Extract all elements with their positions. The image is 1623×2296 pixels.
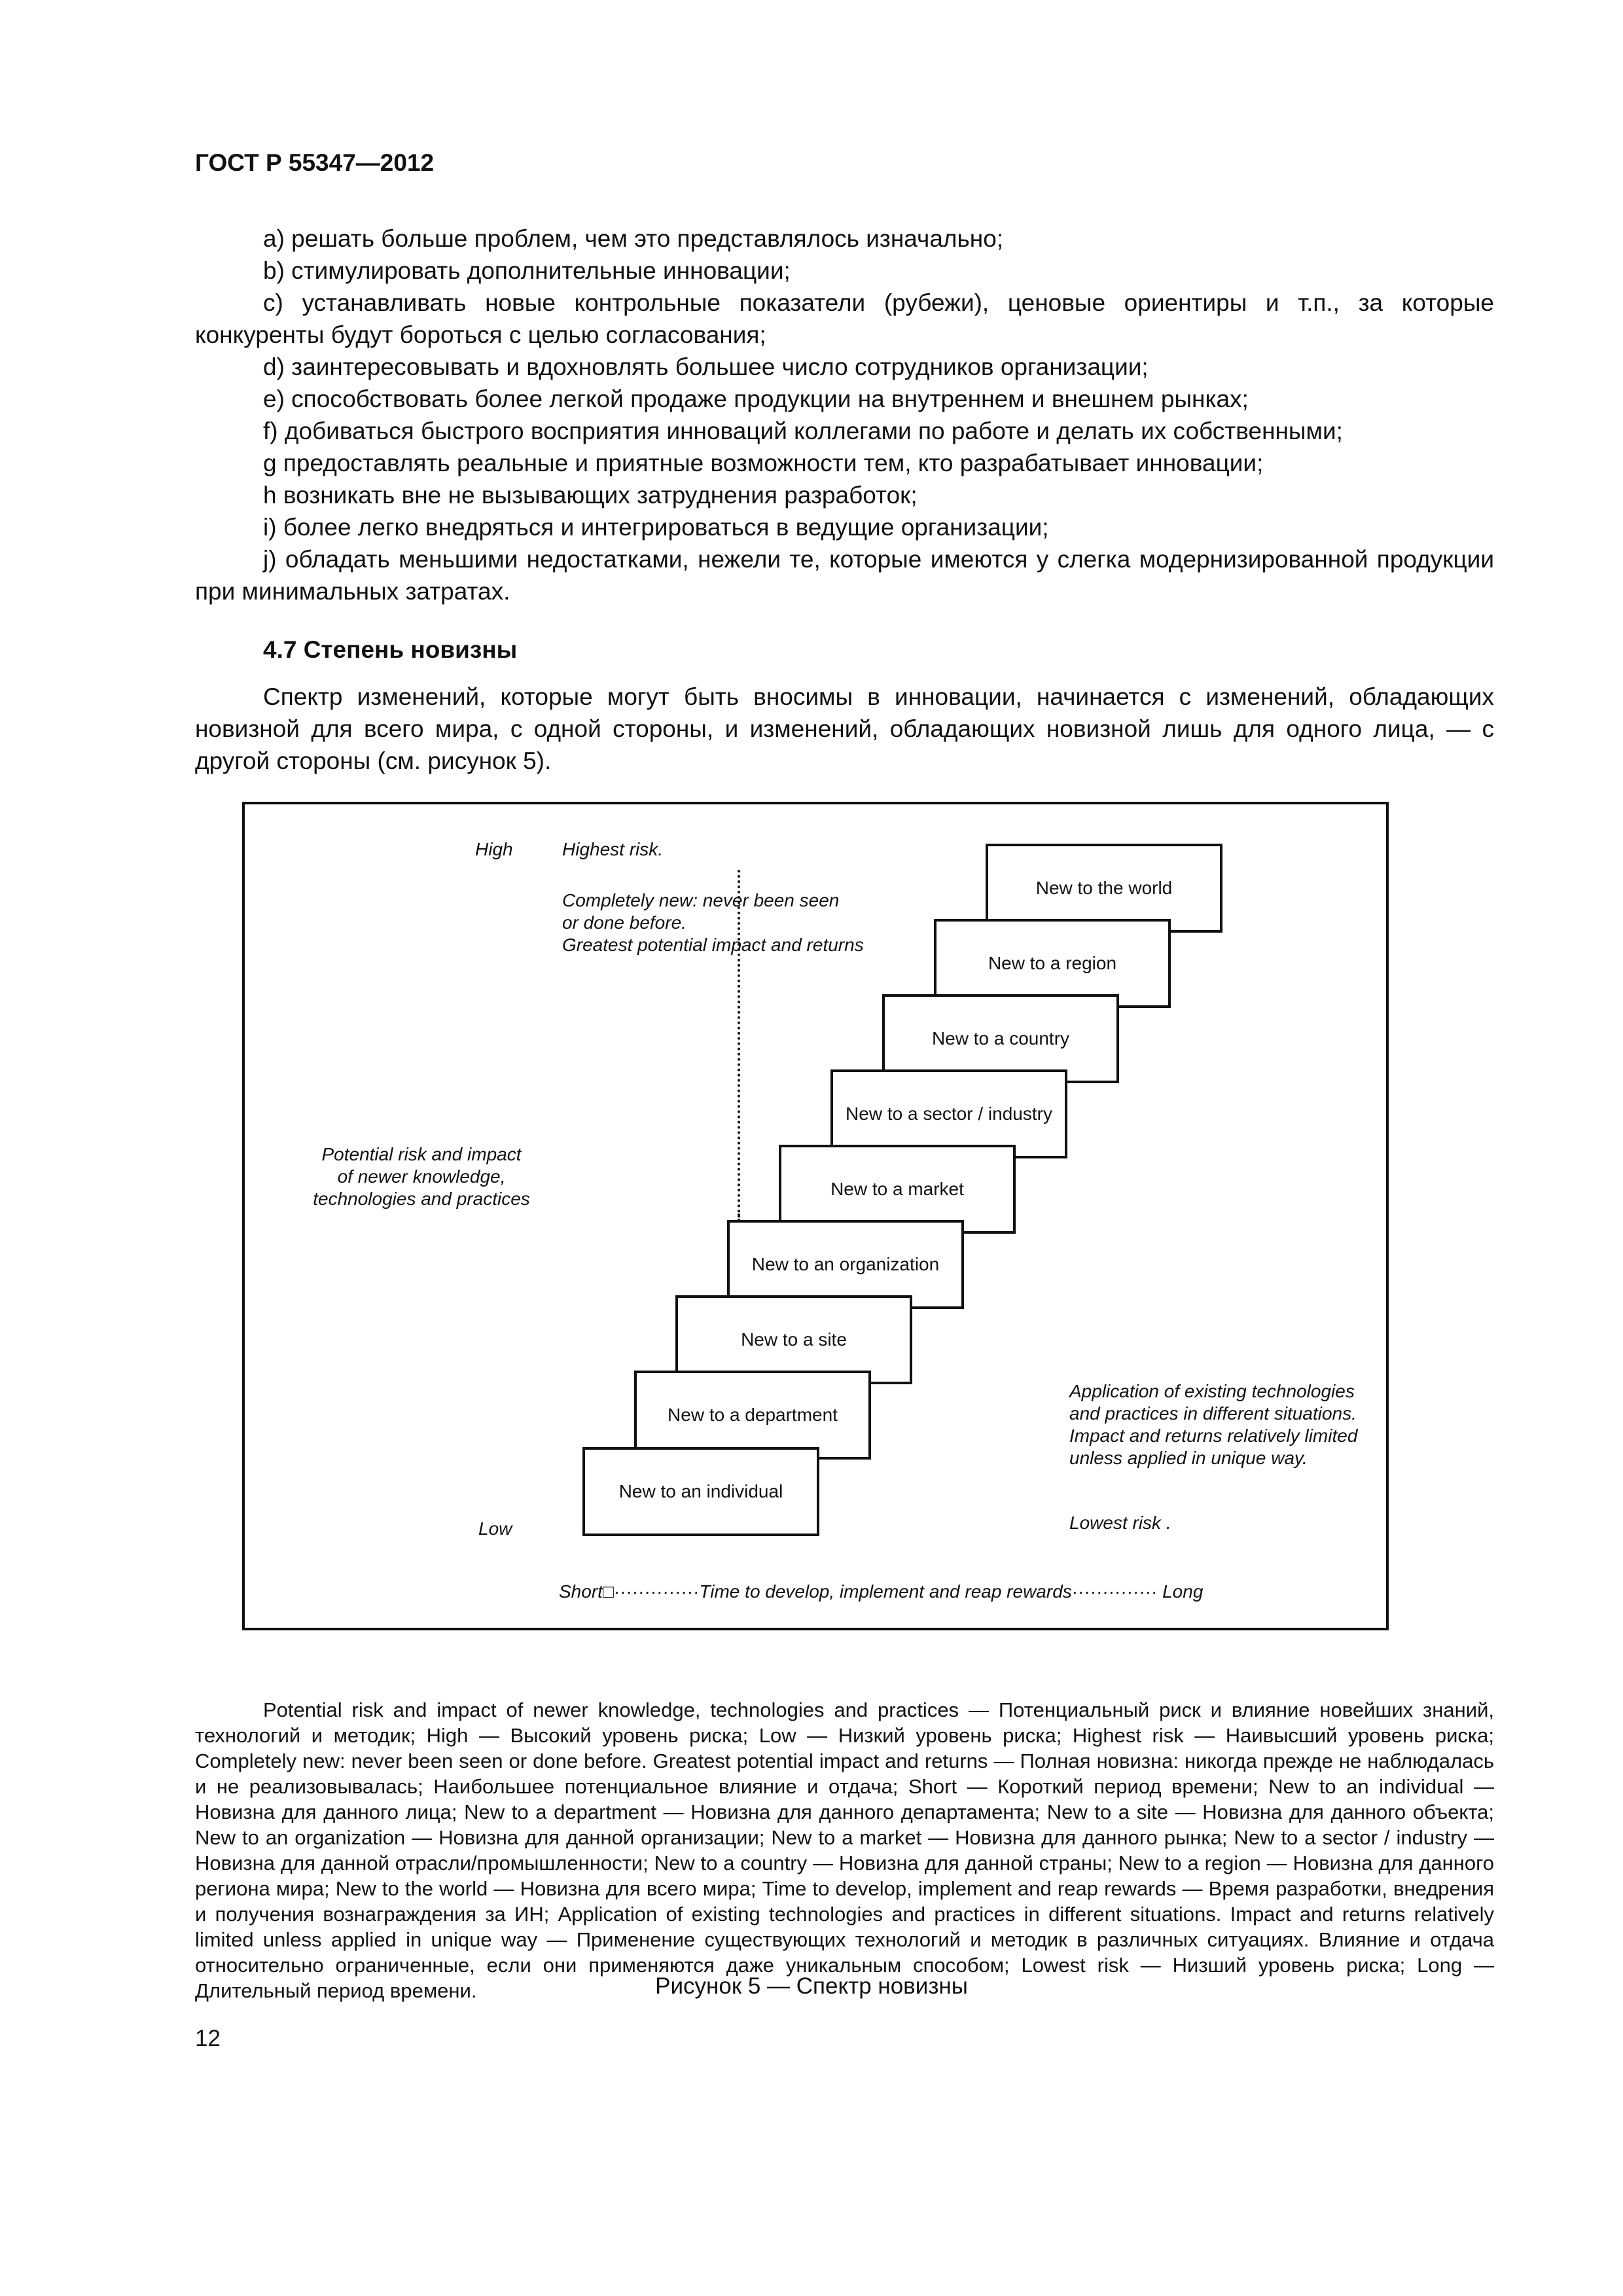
top-note-line: or done before. xyxy=(562,912,687,933)
bottom-note xyxy=(1069,1380,1357,1469)
requirements-list xyxy=(195,223,1494,607)
x-short-label: Short xyxy=(559,1581,603,1602)
list-item: d) заинтересовывать и вдохновлять большее число сотрудников организации; xyxy=(263,353,1149,380)
axis-label-line: of newer knowledge, xyxy=(337,1166,506,1187)
list-item: h возникать вне не вызывающих затруднения разработок; xyxy=(263,482,918,509)
list-item: e) способствовать более легкой продаже продукции на внутреннем и внешнем рынках; xyxy=(263,386,1249,412)
step-new-to-an-organization: New to an organization xyxy=(727,1220,964,1309)
bottom-note-line: unless applied in unique way. xyxy=(1069,1448,1308,1468)
x-axis-arrow-icon: □ xyxy=(602,1581,614,1602)
step-new-to-a-sector: New to a sector / industry xyxy=(830,1069,1067,1158)
step-new-to-a-site: New to a site xyxy=(675,1295,912,1384)
bottom-note-line: and practices in different situations. xyxy=(1069,1403,1357,1424)
list-item: b) стимулировать дополнительные инновации; xyxy=(263,257,791,284)
step-new-to-a-country: New to a country xyxy=(882,994,1119,1083)
list-item: a) решать больше проблем, чем это представлялось изначально; xyxy=(263,225,1004,252)
step-new-to-a-region: New to a region xyxy=(934,919,1171,1008)
list-item: f) добиваться быстрого восприятия инноваций коллегами по работе и делать их собственными; xyxy=(263,418,1343,444)
step-new-to-a-department: New to a department xyxy=(634,1371,871,1460)
list-item: g предоставлять реальные и приятные возможности тем, кто разрабатывает инновации; xyxy=(263,450,1264,476)
top-note-line: Greatest potential impact and returns xyxy=(562,935,864,955)
top-note-line: Completely new: never been seen xyxy=(562,890,840,910)
step-new-to-an-individual: New to an individual xyxy=(582,1447,819,1536)
axis-high-label: High xyxy=(475,839,513,859)
x-axis-dots: ·············· xyxy=(613,1581,700,1602)
x-axis-dots: ·············· xyxy=(1071,1581,1158,1602)
figure-legend: Potential risk and impact of newer knowledge, technologies and practices — Потенциальный риск и влияние новейших знаний, технологий и методик; High — Высокий уровень риска; Low — Низкий уровень риска; Highest risk — Наивысший уровень риска; Completely new: never been seen or done before. Greatest potential impact and returns — Полная новизна: никогда прежде не наблюдалась и не реализовывалась; Наибольшее потенциальное влияние и отдача; Short — Короткий период времени; New to an individual — Новизна для данного лица; New to a department — Новизна для данного департамента; New to a site — Новизна для данного объекта; New to an organization — Новизна для данной организации; New to a market — Новизна для данного рынка; New to a sector / industry — Новизна для данной отрасли/промышленности; New to a country — Новизна для данной страны; New to a region — Новизна для данного региона мира; New to the world — Новизна для всего мира; Time to develop, implement and reap rewards — Время разработки, внедрения и получения вознаграждения за ИН; Application of existing technologies and practices in different situations. Impact and returns relatively limited unless applied in unique way — Применение существующих технологий и методик в различных ситуациях. Влияние и отдача относительно ограниченные, если они применяются даже уникальным способом; Lowest risk — Низший уровень риска; Long — Длительный период времени. xyxy=(195,1698,1494,2002)
axis-label-line: technologies and practices xyxy=(313,1189,530,1209)
figure-caption: Рисунок 5 — Спектр новизны xyxy=(655,1973,968,1999)
lowest-risk-label: Lowest risk . xyxy=(1069,1513,1171,1533)
step-new-to-a-market: New to a market xyxy=(779,1145,1016,1234)
list-item: c) устанавливать новые контрольные показатели (рубежи), ценовые ориентиры и т.п., за которые конкуренты будут бороться с целью согласования; xyxy=(195,289,1494,348)
highest-risk-label: Highest risk. xyxy=(562,839,664,859)
axis-label xyxy=(264,1143,579,1210)
list-item: j) обладать меньшими недостатками, нежели те, которые имеются у слегка модернизированной продукции при минимальных затратах. xyxy=(195,546,1494,605)
step-new-to-the-world: New to the world xyxy=(986,844,1222,933)
x-axis-label: Time to develop, implement and reap rewards xyxy=(699,1581,1072,1602)
axis-low-label: Low xyxy=(478,1518,512,1539)
x-long-label: Long xyxy=(1162,1581,1204,1602)
document-header: ГОСТ Р 55347—2012 xyxy=(195,149,435,176)
time-axis xyxy=(559,1581,1203,1603)
bottom-note-line: Application of existing technologies xyxy=(1069,1381,1355,1401)
axis-label-line: Potential risk and impact xyxy=(321,1144,522,1164)
page-number: 12 xyxy=(195,2026,221,2051)
top-note xyxy=(562,889,864,956)
novelty-spectrum-figure xyxy=(242,802,1389,1630)
section-paragraph: Спектр изменений, которые могут быть вносимы в инновации, начинается с изменений, обладающих новизной для всего мира, с одной стороны, и изменений, обладающих новизной лишь для одного лица, — с другой стороны (см. рисунок 5). xyxy=(195,683,1494,774)
list-item: i) более легко внедряться и интегрироваться в ведущие организации; xyxy=(263,514,1049,541)
bottom-note-line: Impact and returns relatively limited xyxy=(1069,1426,1358,1446)
section-title: 4.7 Степень новизны xyxy=(263,636,518,663)
